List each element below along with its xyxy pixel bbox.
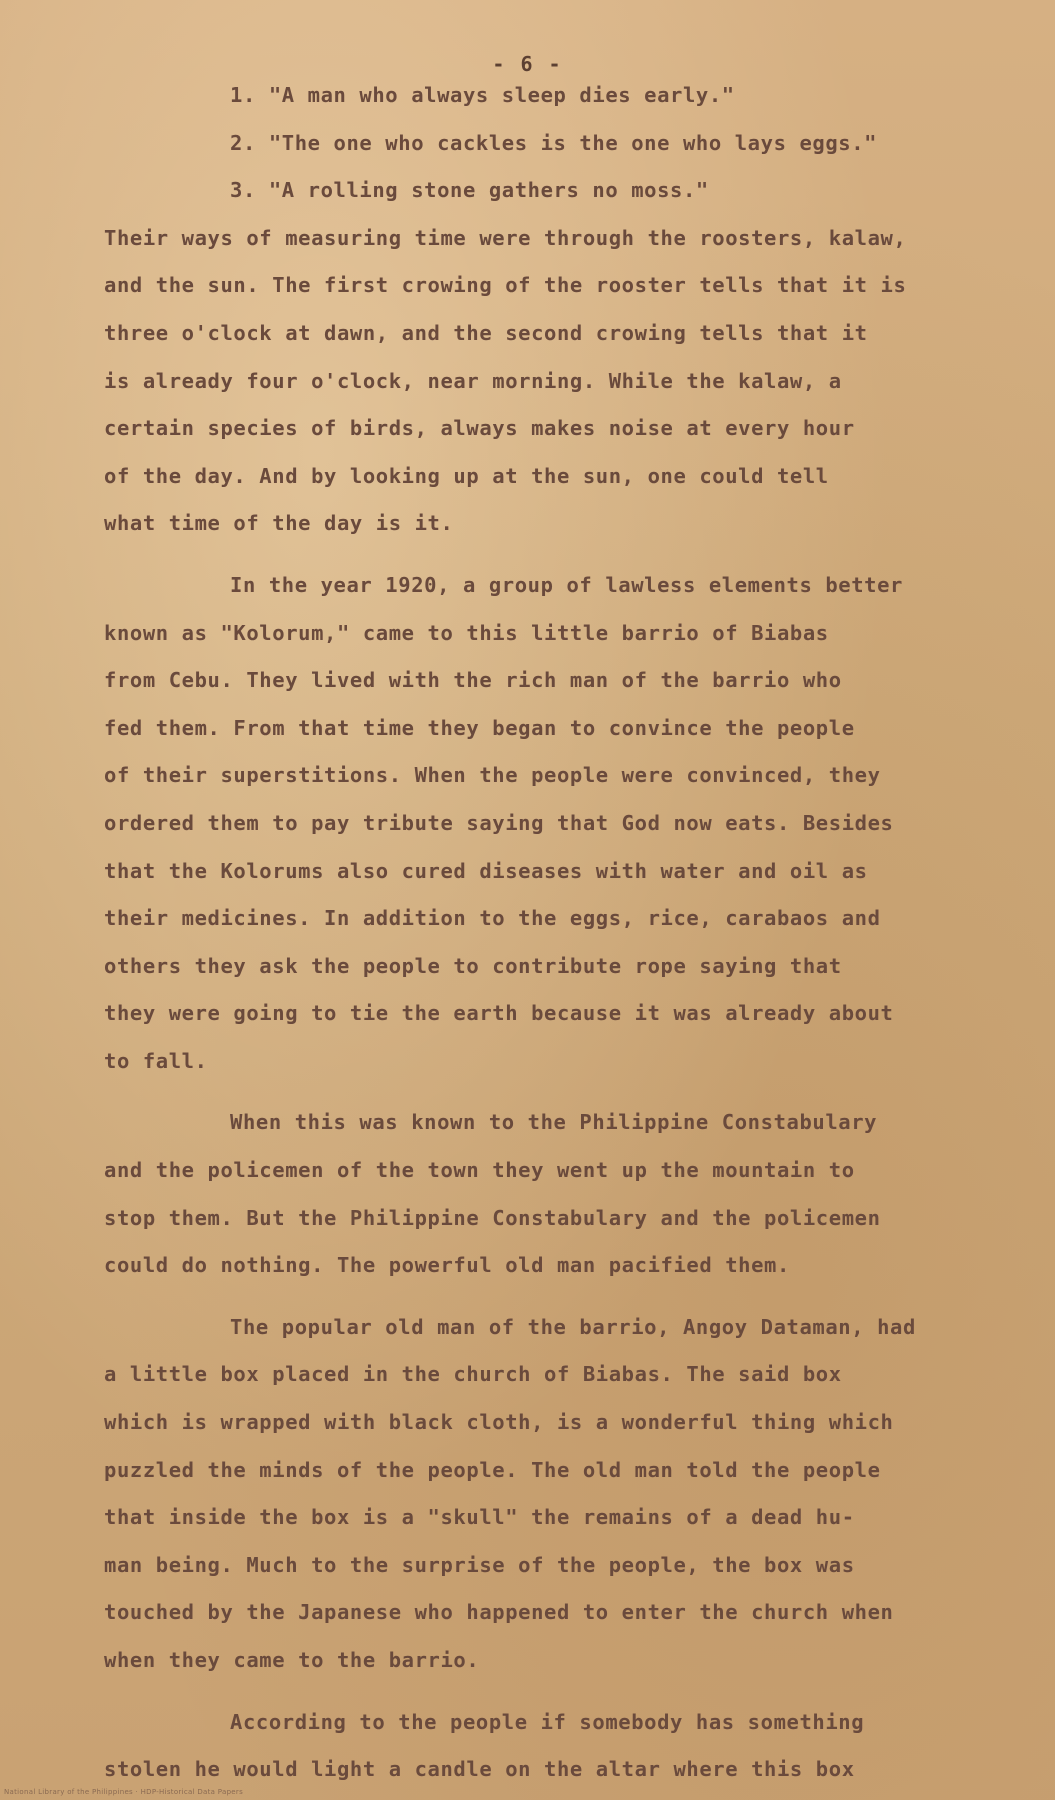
text-line: In the year 1920, a group of lawless elements better [230,572,903,597]
text-line: man being. Much to the surprise of the people, the box was [104,1552,855,1577]
text-line: a little box placed in the church of Biabas. The said box [104,1362,842,1387]
text-line: When this was known to the Philippine Constabulary [230,1110,878,1135]
typewritten-text [104,72,1004,1794]
text-line: to fall. [104,1048,208,1073]
text-line: that the Kolorums also cured diseases with water and oil as [104,858,868,883]
list-item: 1. "A man who always sleep dies early." [230,83,735,107]
paragraph-measuring-time [104,215,1004,548]
text-line: which is wrapped with black cloth, is a wonderful thing which [104,1410,894,1435]
text-line: puzzled the minds of the people. The old man told the people [104,1457,881,1482]
text-line: of the day. And by looking up at the sun, one could tell [104,463,829,488]
paragraph-constabulary [104,1099,1004,1289]
text-line: and the sun. The first crowing of the rooster tells that it is [104,273,907,298]
text-line: could do nothing. The powerful old man pacified them. [104,1253,790,1278]
text-line: known as "Kolorum," came to this little barrio of Biabas [104,620,829,645]
text-line: is already four o'clock, near morning. While the kalaw, a [104,368,842,393]
text-line: they were going to tie the earth because it was already about [104,1001,894,1026]
text-line: certain species of birds, always makes noise at every hour [104,416,855,441]
paragraph-gap [104,548,1004,562]
text-line: others they ask the people to contribute rope saying that [104,953,842,978]
paragraph-gap [104,1085,1004,1099]
text-line: ordered them to pay tribute saying that God now eats. Besides [104,810,894,835]
text-line: According to the people if somebody has something [230,1709,865,1734]
list-item: 3. "A rolling stone gathers no moss." [230,178,709,203]
text-line: stop them. But the Philippine Constabulary and the policemen [104,1205,881,1230]
text-line: fed them. From that time they began to convince the people [104,715,855,740]
paragraph-gap [104,1685,1004,1699]
text-line: stolen he would light a candle on the altar where this box [104,1757,855,1782]
page-number: - 6 - [492,52,563,76]
text-line: their medicines. In addition to the eggs, rice, carabaos and [104,906,881,931]
paragraph-gap [104,1290,1004,1304]
paragraph-candle [104,1699,1004,1794]
paragraph-kolorum [104,562,1004,1086]
text-line: three o'clock at dawn, and the second crowing tells that it [104,320,868,345]
paragraph-little-box [104,1304,1004,1685]
list-item: 2. "The one who cackles is the one who lays eggs." [230,130,878,155]
text-line: touched by the Japanese who happened to enter the church when [104,1600,894,1625]
text-line: The popular old man of the barrio, Angoy Dataman, had [230,1314,916,1339]
archive-footer: National Library of the Philippines · HDP-Historical Data Papers [4,1788,244,1796]
proverb-list [104,72,1004,215]
text-line: what time of the day is it. [104,511,454,536]
text-line: from Cebu. They lived with the rich man of the barrio who [104,668,842,693]
text-line: when they came to the barrio. [104,1648,480,1672]
text-line: Their ways of measuring time were through the roosters, kalaw, [104,225,907,250]
text-line: of their superstitions. When the people were convinced, they [104,763,881,788]
text-line: that inside the box is a "skull" the remains of a dead hu- [104,1505,855,1530]
text-line: and the policemen of the town they went up the mountain to [104,1158,855,1183]
